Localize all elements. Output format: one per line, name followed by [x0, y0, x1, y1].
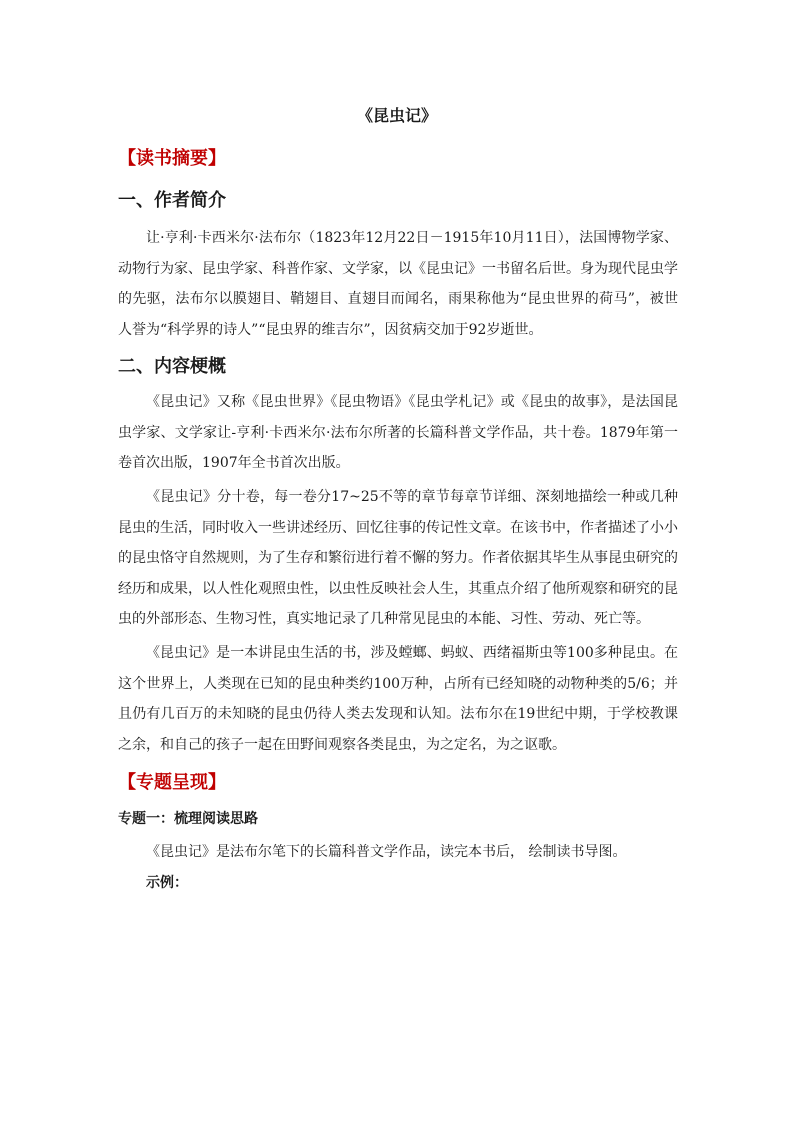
author-intro-heading: 一、作者简介 [118, 190, 226, 211]
topic-one-paragraph: 《昆虫记》是法布尔笔下的长篇科普文学作品，读完本书后， 绘制读书导图。 [146, 844, 627, 860]
content-summary-paragraph-3: 《昆虫记》是一本讲昆虫生活的书，涉及螳螂、蚂蚁、西绪福斯虫等100多种昆虫。在这个世界上，人类现在已知的昆虫种类约100万种，占所有已经知晓的动物种类的5/6；并且仍有几百万的未知晓的昆虫仍待人类去发现和认知。法布尔在19世纪中期，于学校教课之余，和自己的孩子一起在田野间观察各类昆虫，为之定名，为之讴歌。 [118, 645, 678, 753]
topic-one-heading: 专题一：梳理阅读思路 [118, 811, 258, 827]
reading-summary-heading: 【读书摘要】 [118, 148, 226, 169]
topic-presentation-heading: 【专题呈现】 [118, 772, 226, 793]
content-summary-heading: 二、内容梗概 [118, 356, 226, 377]
example-label: 示例： [146, 875, 188, 891]
content-summary-paragraph-2: 《昆虫记》分十卷，每一卷分17~25不等的章节每章节详细、深刻地描绘一种或几种昆虫的生活，同时收入一些讲述经历、回忆往事的传记性文章。在该书中，作者描述了小小的昆虫恪守自然规则，为了生存和繁衍进行着不懈的努力。作者依据其毕生从事昆虫研究的经历和成果，以人性化观照虫性，以虫性反映社会人生，其重点介绍了他所观察和研究的昆虫的外部形态、生物习性，真实地记录了几种常见昆虫的本能、习性、劳动、死亡等。 [118, 489, 678, 627]
document-title: 《昆虫记》 [356, 106, 437, 125]
content-summary-paragraph-1: 《昆虫记》又称《昆虫世界》《昆虫物语》《昆虫学札记》或《昆虫的故事》，是法国昆虫学家、文学家让-亨利·卡西米尔·法布尔所著的长篇科普文学作品，共十卷。1879年第一卷首次出版，1907年全书首次出版。 [118, 394, 678, 471]
author-intro-paragraph: 让·亨利·卡西米尔·法布尔（1823年12月22日－1915年10月11日），法国博物学家、动物行为家、昆虫学家、科普作家、文学家，以《昆虫记》一书留名后世。身为现代昆虫学的先驱，法布尔以膜翅目、鞘翅目、直翅目而闻名，雨果称他为“昆虫世界的荷马”，被世人誉为“科学界的诗人”“昆虫界的维吉尔”，因贫病交加于92岁逝世。 [118, 230, 678, 338]
